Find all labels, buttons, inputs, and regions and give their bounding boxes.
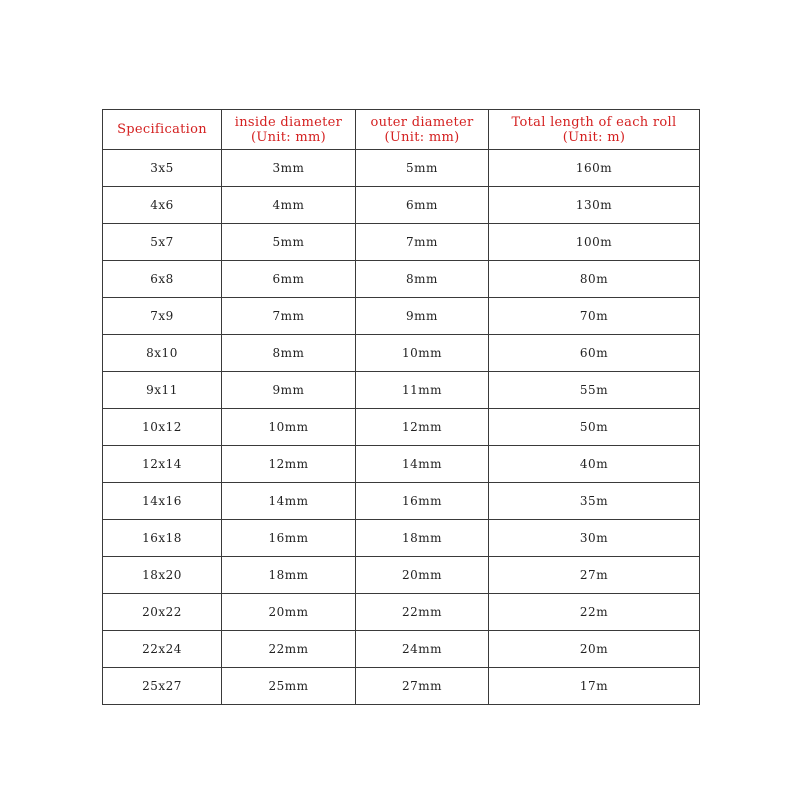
cell-total-length: 30m [489, 520, 700, 557]
cell-inside-diameter: 7mm [222, 298, 356, 335]
table-row [103, 520, 700, 557]
cell-total-length: 160m [489, 150, 700, 187]
cell-inside-diameter: 8mm [222, 335, 356, 372]
table-row [103, 594, 700, 631]
cell-outer-diameter: 12mm [356, 409, 489, 446]
cell-specification: 7x9 [103, 298, 222, 335]
header-label: Specification [117, 122, 207, 137]
cell-outer-diameter: 18mm [356, 520, 489, 557]
header-label: inside diameter [234, 114, 343, 130]
cell-specification: 6x8 [103, 261, 222, 298]
table-row [103, 298, 700, 335]
cell-total-length: 35m [489, 483, 700, 520]
header-unit: (Unit: mm) [384, 129, 460, 145]
cell-outer-diameter: 27mm [356, 668, 489, 705]
cell-total-length: 100m [489, 224, 700, 261]
cell-inside-diameter: 10mm [222, 409, 356, 446]
cell-specification: 3x5 [103, 150, 222, 187]
cell-inside-diameter: 25mm [222, 668, 356, 705]
header-total-length [489, 110, 700, 150]
cell-inside-diameter: 22mm [222, 631, 356, 668]
cell-specification: 5x7 [103, 224, 222, 261]
cell-outer-diameter: 5mm [356, 150, 489, 187]
cell-outer-diameter: 24mm [356, 631, 489, 668]
cell-specification: 10x12 [103, 409, 222, 446]
header-inside-diameter [222, 110, 356, 150]
table-row [103, 483, 700, 520]
header-outer-diameter [356, 110, 489, 150]
header-specification [103, 110, 222, 150]
table-row [103, 668, 700, 705]
cell-specification: 4x6 [103, 187, 222, 224]
header-label: outer diameter [370, 114, 474, 130]
table-header [103, 110, 700, 150]
header-unit: (Unit: mm) [250, 129, 327, 145]
cell-inside-diameter: 16mm [222, 520, 356, 557]
cell-inside-diameter: 20mm [222, 594, 356, 631]
cell-outer-diameter: 14mm [356, 446, 489, 483]
cell-outer-diameter: 7mm [356, 224, 489, 261]
cell-specification: 9x11 [103, 372, 222, 409]
cell-total-length: 130m [489, 187, 700, 224]
table-row [103, 631, 700, 668]
table-row [103, 261, 700, 298]
cell-total-length: 60m [489, 335, 700, 372]
cell-total-length: 17m [489, 668, 700, 705]
table-row [103, 150, 700, 187]
cell-outer-diameter: 22mm [356, 594, 489, 631]
cell-outer-diameter: 10mm [356, 335, 489, 372]
cell-specification: 20x22 [103, 594, 222, 631]
table-row [103, 335, 700, 372]
cell-specification: 8x10 [103, 335, 222, 372]
cell-inside-diameter: 6mm [222, 261, 356, 298]
table-row [103, 372, 700, 409]
cell-outer-diameter: 8mm [356, 261, 489, 298]
cell-specification: 22x24 [103, 631, 222, 668]
cell-inside-diameter: 18mm [222, 557, 356, 594]
table-row [103, 224, 700, 261]
cell-outer-diameter: 11mm [356, 372, 489, 409]
table-row [103, 446, 700, 483]
cell-inside-diameter: 5mm [222, 224, 356, 261]
header-row [103, 110, 700, 150]
cell-inside-diameter: 14mm [222, 483, 356, 520]
table-row [103, 557, 700, 594]
cell-inside-diameter: 12mm [222, 446, 356, 483]
cell-total-length: 55m [489, 372, 700, 409]
cell-inside-diameter: 9mm [222, 372, 356, 409]
cell-total-length: 70m [489, 298, 700, 335]
cell-specification: 12x14 [103, 446, 222, 483]
cell-total-length: 50m [489, 409, 700, 446]
cell-inside-diameter: 4mm [222, 187, 356, 224]
cell-total-length: 80m [489, 261, 700, 298]
cell-outer-diameter: 20mm [356, 557, 489, 594]
header-label: Total length of each roll [511, 114, 677, 130]
table-body [103, 150, 700, 705]
cell-total-length: 27m [489, 557, 700, 594]
specification-table [102, 109, 700, 705]
cell-total-length: 22m [489, 594, 700, 631]
cell-outer-diameter: 6mm [356, 187, 489, 224]
cell-specification: 14x16 [103, 483, 222, 520]
cell-specification: 18x20 [103, 557, 222, 594]
cell-outer-diameter: 16mm [356, 483, 489, 520]
header-unit: (Unit: m) [562, 129, 626, 145]
cell-specification: 16x18 [103, 520, 222, 557]
cell-inside-diameter: 3mm [222, 150, 356, 187]
cell-total-length: 20m [489, 631, 700, 668]
cell-total-length: 40m [489, 446, 700, 483]
table-row [103, 409, 700, 446]
cell-specification: 25x27 [103, 668, 222, 705]
table-row [103, 187, 700, 224]
cell-outer-diameter: 9mm [356, 298, 489, 335]
